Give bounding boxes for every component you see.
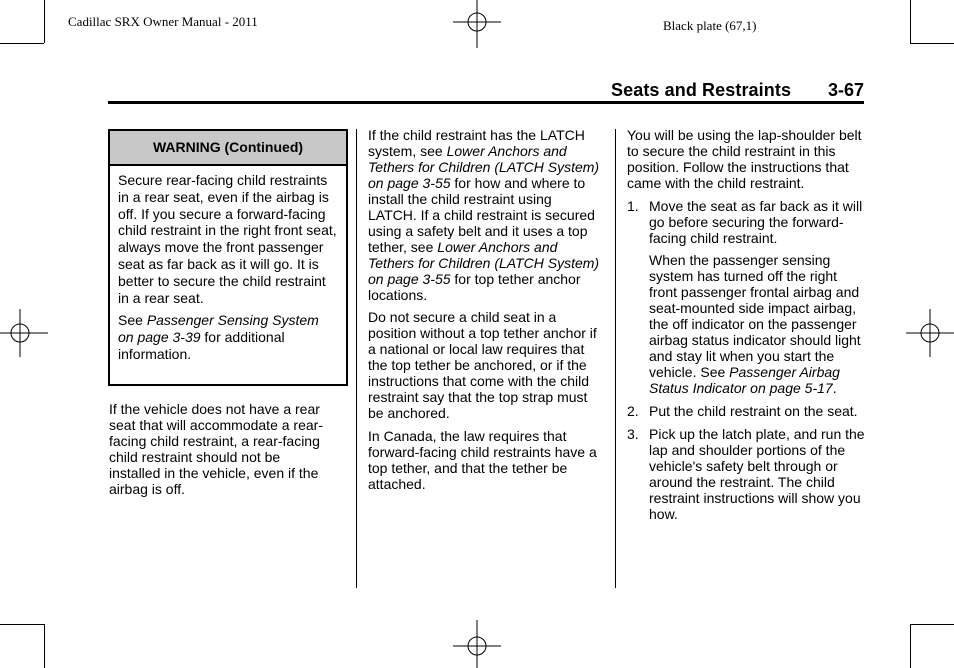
latch-paragraph: If the child restraint has the LATCH system, see Lower Anchors and Tethers for Children (LATCH System) on page 3-55 for how and where to install the child restraint using LATCH. If a child restraint is secured using a safety belt and it uses a top tether, see Lower Anchors and Tethers for Children (LATCH System) on page 3-55 for top tether anchor locations. — [368, 127, 600, 303]
registration-mark-icon — [0, 309, 48, 357]
crop-mark — [910, 624, 911, 668]
column-divider — [356, 129, 357, 588]
paragraph: You will be using the lap-shoulder belt to secure the child restraint in this position. Follow the instructions that came with the child restraint. — [627, 127, 862, 191]
cross-reference-link[interactable]: Passenger Sensing System on page 3-39 — [118, 312, 319, 346]
cross-reference-link[interactable]: Passenger Airbag Status Indicator on page 5-17 — [649, 364, 840, 396]
list-item: 2. Put the child restraint on the seat. — [627, 403, 858, 419]
column-3-text — [627, 127, 865, 522]
crop-mark — [910, 43, 954, 44]
crop-mark — [44, 0, 45, 43]
step-note: When the passenger sensing system has turned off the right front passenger frontal airbag and seat-mounted side impact airbag, the off indicator on the passenger airbag status indicator should light and stay lit when you start the vehicle. See Passenger Airbag Status Indicator on page 5-17. — [649, 252, 861, 396]
crop-mark — [0, 624, 44, 625]
title-rule — [108, 101, 864, 104]
page-number: 3-67 — [828, 80, 865, 100]
registration-mark-icon — [453, 620, 501, 668]
crop-mark — [0, 43, 44, 44]
registration-mark-icon — [906, 309, 954, 357]
registration-mark-icon — [453, 0, 501, 48]
warning-title: WARNING (Continued) — [110, 131, 346, 166]
paragraph: If the vehicle does not have a rear seat that will accommodate a rear-facing child restraint, a rear-facing child restraint should not be installed in the vehicle, even if the airbag is off. — [109, 401, 323, 497]
crop-mark — [44, 624, 45, 668]
paragraph: Do not secure a child seat in a position without a top tether anchor if a national or local law requires that the top tether be anchored, or if the instructions that come with the child restraint say that the top strap must be anchored. — [368, 309, 597, 421]
column-divider — [615, 129, 616, 588]
manual-title: Cadillac SRX Owner Manual - 2011 — [68, 14, 258, 29]
warning-box — [108, 129, 348, 386]
cross-reference-link[interactable]: Lower Anchors and Tethers for Children (LATCH System) on page 3-55 — [368, 143, 600, 191]
list-item: 1. Move the seat as far back as it will go before securing the forward-facing child restraint. When the passenger sensing system has turned off the right front passenger frontal airbag and seat-mounted side impact airbag, the off indicator on the passenger airbag status indicator should light and stay lit when you start the vehicle. See Passenger Airbag Status Indicator on page 5-17. — [627, 198, 865, 396]
column-2-text — [368, 127, 604, 492]
list-item: 3. Pick up the latch plate, and run the lap and shoulder portions of the vehicle's safety belt through or around the restraint. The child restraint instructions will show you how. — [627, 426, 865, 522]
warning-reference: See Passenger Sensing System on page 3-39 for additional information. — [118, 312, 319, 362]
steps-list — [627, 198, 865, 522]
crop-mark — [910, 0, 911, 43]
section-title: Seats and Restraints — [611, 80, 792, 100]
cross-reference-link[interactable]: Lower Anchors and Tethers for Children (LATCH System) on page 3-55 — [368, 239, 600, 287]
warning-paragraph: Secure rear-facing child restraints in a rear seat, even if the airbag is off. If you secure a forward-facing child restraint in the right front seat, always move the front passenger seat as far back as it will go. It is better to secure the child restraint in a rear seat. — [118, 172, 337, 306]
crop-mark — [910, 624, 954, 625]
paragraph: In Canada, the law requires that forward-facing child restraints have a top tether, and that the tether be attached. — [368, 428, 597, 492]
plate-label: Black plate (67,1) — [663, 18, 757, 33]
column-1-text — [109, 401, 329, 497]
